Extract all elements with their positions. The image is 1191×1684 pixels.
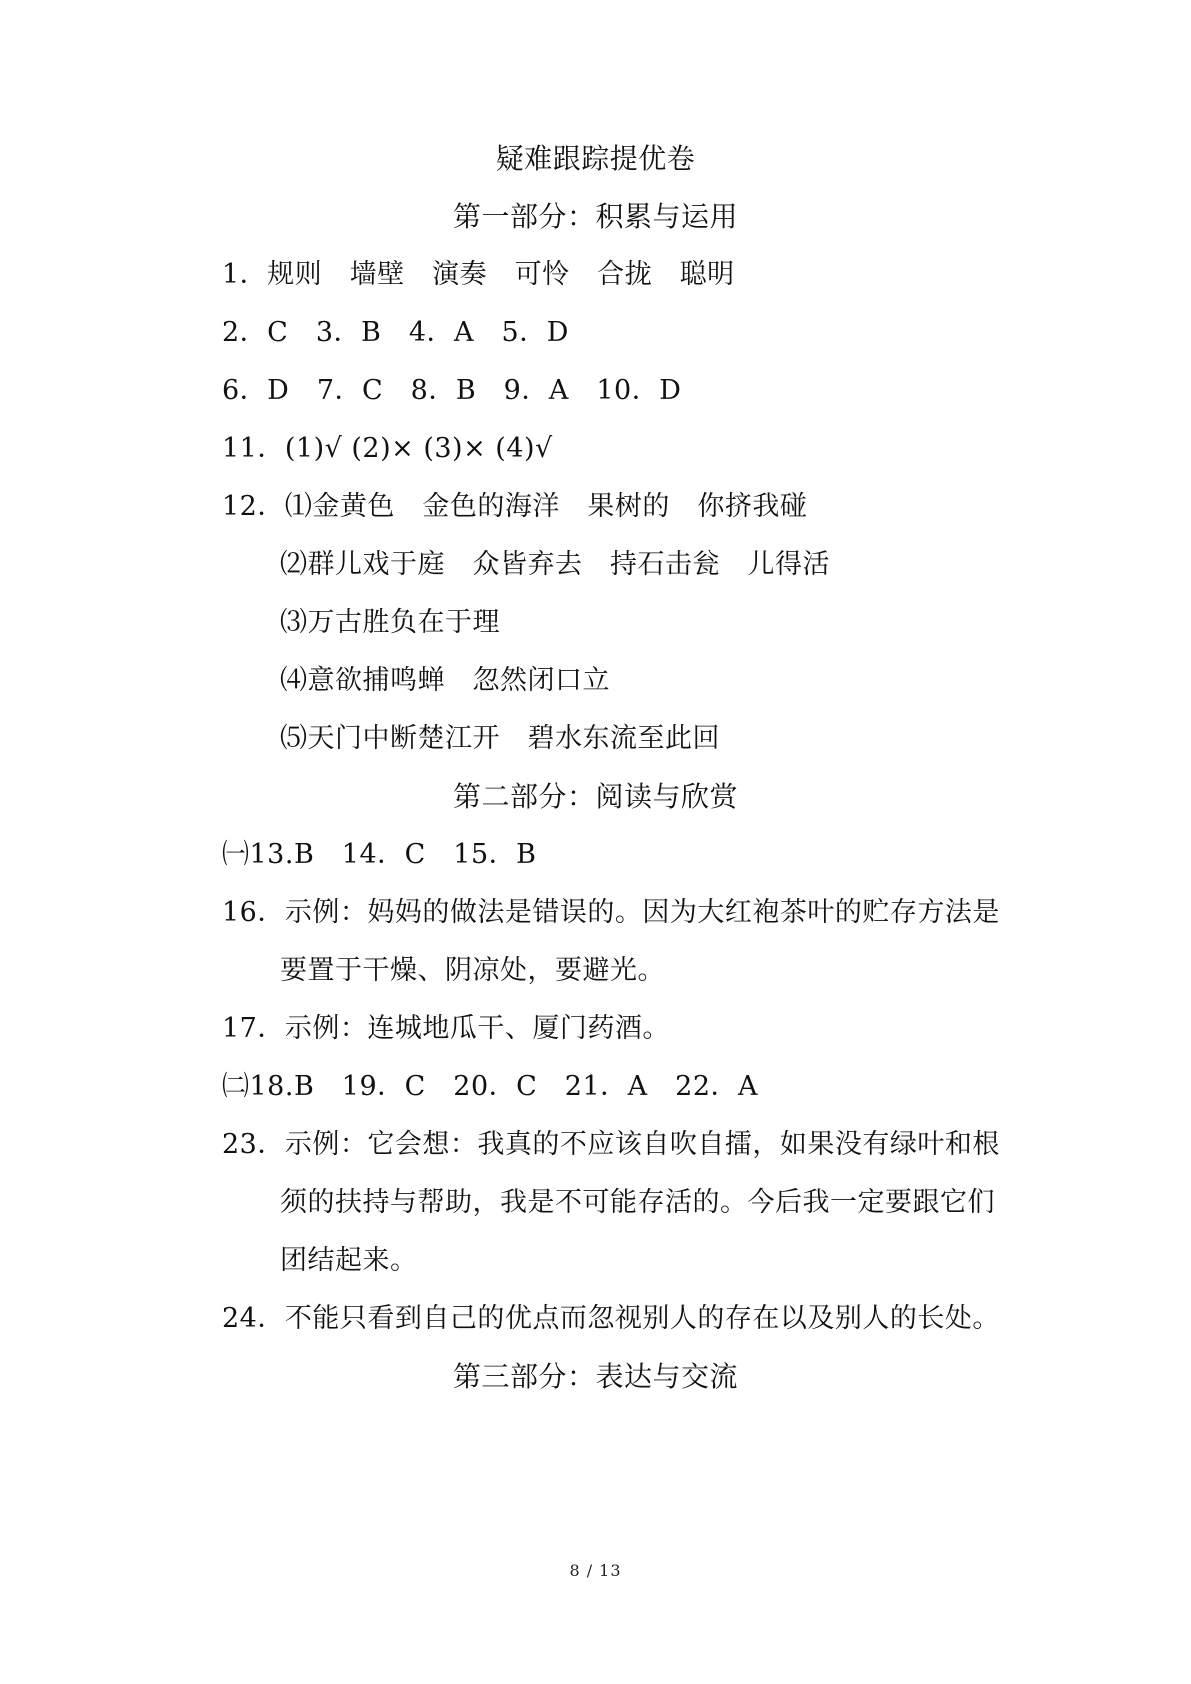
answer-line-2-5: 2．C 3．B 4．A 5．D [222,317,569,348]
answer-line-16b: 要置于干燥、阴凉处，要避光。 [280,955,665,986]
answer-line-12-3: ⑶万古胜负在于理 [280,607,500,638]
answer-line-23c: 团结起来。 [280,1245,418,1276]
answer-line-part1: ㈠13.B 14．C 15．B [222,839,537,870]
answer-line-6-10: 6．D 7．C 8．B 9．A 10．D [222,375,682,406]
page-number: 8 / 13 [569,1561,622,1580]
answer-line-12-5: ⑸天门中断楚江开 碧水东流至此回 [280,723,720,754]
answer-line-12-2: ⑵群儿戏于庭 众皆弃去 持石击瓮 儿得活 [280,549,830,580]
answer-line-part2: ㈡18.B 19．C 20．C 21．A 22．A [222,1071,759,1102]
page-title: 疑难跟踪提优卷 [495,142,696,175]
section-heading-2: 第二部分：阅读与欣赏 [452,780,738,813]
answer-line-23b: 须的扶持与帮助，我是不可能存活的。今后我一定要跟它们 [280,1187,995,1218]
answer-line-24: 24．不能只看到自己的优点而忽视别人的存在以及别人的长处。 [222,1303,1000,1334]
answer-line-17: 17．示例：连城地瓜干、厦门药酒。 [222,1013,670,1044]
section-heading-1: 第一部分：积累与运用 [452,200,738,233]
answer-line-12-4: ⑷意欲捕鸣蝉 忽然闭口立 [280,665,610,696]
answer-line-1: 1．规则 墙壁 演奏 可怜 合拢 聪明 [222,259,735,290]
answer-line-12-1: 12．⑴金黄色 金色的海洋 果树的 你挤我碰 [222,491,808,522]
section-heading-3: 第三部分：表达与交流 [452,1360,738,1393]
answer-line-16a: 16．示例：妈妈的做法是错误的。因为大红袍茶叶的贮存方法是 [222,897,1000,928]
answer-line-11: 11．(1)√ (2)× (3)× (4)√ [222,433,553,464]
answer-line-23a: 23．示例：它会想：我真的不应该自吹自擂，如果没有绿叶和根 [222,1129,1000,1160]
